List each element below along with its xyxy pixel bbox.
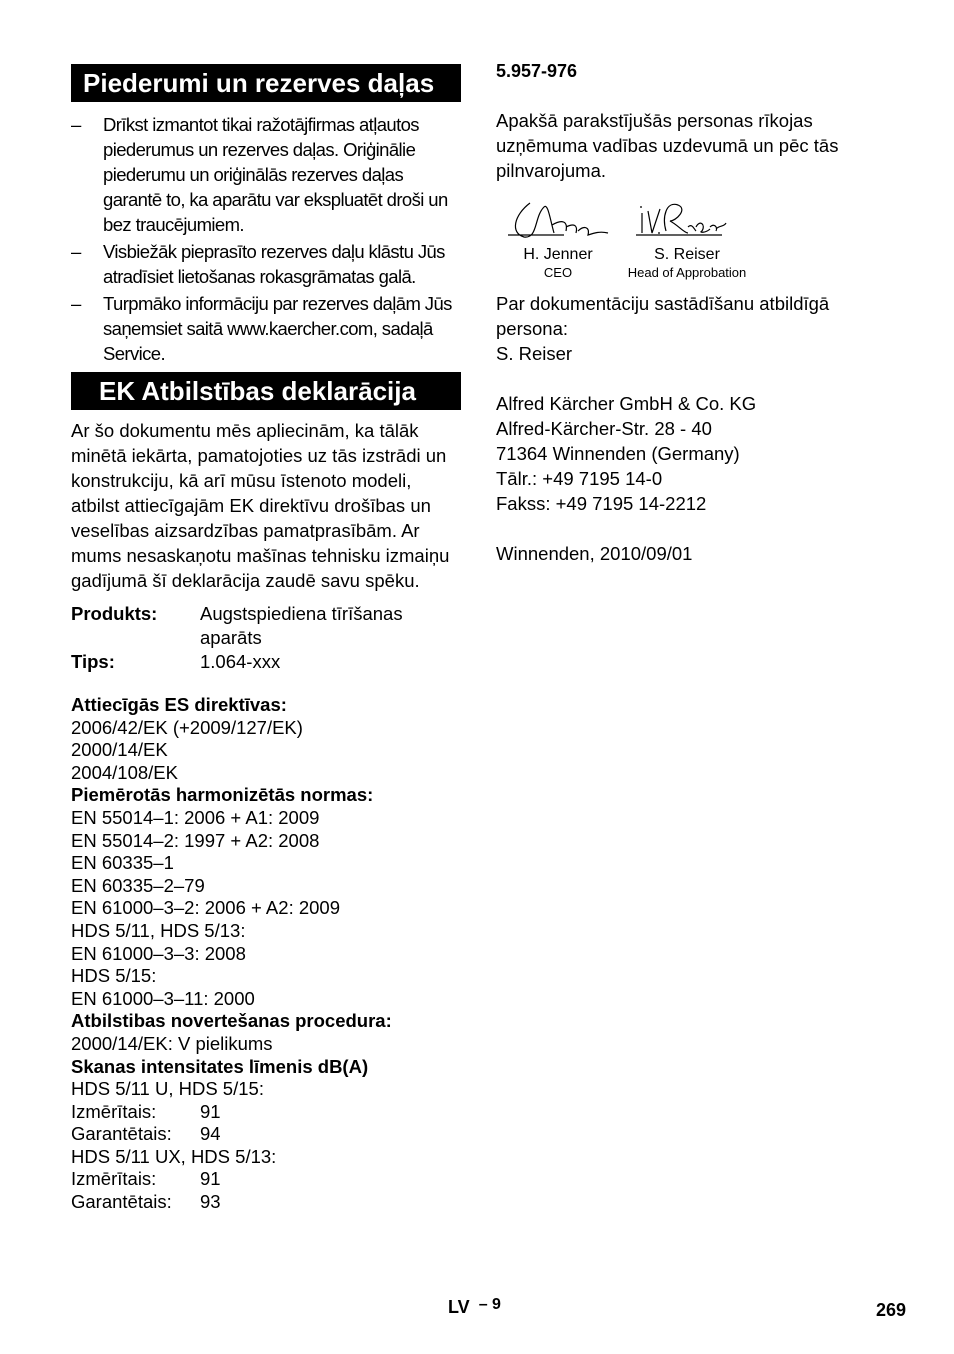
- right-column: [496, 60, 896, 566]
- procedure-value: 2000/14/EK: V pielikums: [71, 1032, 273, 1054]
- company-city: 71364 Winnenden (Germany): [496, 443, 740, 464]
- norm-item: HDS 5/11, HDS 5/13:: [71, 919, 246, 941]
- handwritten-signature-icon: [622, 197, 752, 241]
- signature-reiser: [622, 197, 752, 282]
- norm-item: EN 55014–1: 2006 + A1: 2009: [71, 806, 320, 828]
- measured-value: 91: [200, 1168, 221, 1190]
- dash-marker: –: [71, 114, 82, 135]
- company-name: Alfred Kärcher GmbH & Co. KG: [496, 393, 757, 414]
- type-value: 1.064-xxx: [200, 651, 281, 672]
- list-item: [71, 291, 461, 366]
- model-number: 5.957-976: [496, 61, 578, 81]
- signer-1-name: H. Jenner: [523, 246, 593, 263]
- measured-label: Izmērītais:: [71, 1168, 157, 1190]
- measured-value: 91: [200, 1100, 221, 1122]
- directives-label: Attiecīgās ES direktīvas:: [71, 694, 287, 715]
- measured-row: [71, 1101, 461, 1124]
- measured-label: Izmērītais:: [71, 1100, 157, 1122]
- company-street: Alfred-Kärcher-Str. 28 - 40: [496, 418, 712, 439]
- norm-item: HDS 5/15:: [71, 965, 157, 987]
- page-number: 269: [876, 1300, 907, 1320]
- directive-item: 2004/108/EK: [71, 761, 178, 783]
- declaration-intro: Ar šo dokumentu mēs apliecinām, ka tālāk minētā iekārta, pamatojoties uz tās izstrādi un konstrukciju, kā arī mūsu īstenoto modeli, atbilst attiecīgajām EK direktīvu drošības un veselības aizsardzības pamatprasībām. Ar mums nesaskaņotu mašīnas tehnisku izmaiņu gadījumā šī deklarācija zaudē savu spēku.: [71, 420, 450, 591]
- place-date: Winnenden, 2010/09/01: [496, 543, 693, 564]
- doc-responsible-name: S. Reiser: [496, 343, 573, 364]
- signatures: [496, 197, 896, 281]
- signer-1-role: CEO: [543, 265, 573, 280]
- list-item-text: Drīkst izmantot tikai ražotājfirmas atļautos piederumus un rezerves daļas. Oriģinālie piederumu un oriģinālās rezerves daļas garantē to, ka aparātu var ekspluatēt droši un bez traucējumiem.: [103, 114, 448, 235]
- product-label: Produkts:: [71, 603, 158, 624]
- signer-2-role: Head of Approbation: [627, 265, 747, 280]
- product-row: [71, 602, 461, 650]
- signature-jenner: [504, 197, 612, 282]
- dash-marker: –: [71, 293, 82, 314]
- doc-responsible-label: Par dokumentāciju sastādīšanu atbildīgā persona:: [496, 293, 830, 339]
- left-column: [71, 64, 461, 1214]
- noise-group-2: HDS 5/11 UX, HDS 5/13:: [71, 1145, 277, 1167]
- guaranteed-label: Garantētais:: [71, 1191, 172, 1213]
- dash-marker: –: [71, 241, 82, 262]
- norm-item: EN 61000–3–11: 2000: [71, 987, 255, 1009]
- authorization-text: Apakšā parakstījušās personas rīkojas uzņēmuma vadības uzdevumā un pēc tās pilnvarojuma.: [496, 110, 839, 181]
- guaranteed-value: 94: [200, 1123, 221, 1145]
- norm-item: EN 55014–2: 1997 + A2: 2008: [71, 829, 320, 851]
- standards-block: [71, 694, 461, 1214]
- list-item: [71, 239, 461, 289]
- type-label: Tips:: [71, 651, 115, 672]
- documentation-responsible: [496, 291, 896, 366]
- norm-item: EN 61000–3–2: 2006 + A2: 2009: [71, 897, 340, 919]
- guaranteed-value: 93: [200, 1191, 221, 1213]
- signer-2-name: S. Reiser: [654, 246, 720, 263]
- product-value: Augstspiediena tīrīšanas aparāts: [200, 603, 403, 648]
- guaranteed-row: [71, 1191, 461, 1214]
- handwritten-signature-icon: [504, 197, 612, 241]
- accessories-list: [71, 112, 461, 366]
- guaranteed-label: Garantētais:: [71, 1123, 172, 1145]
- norms-label: Piemērotās harmonizētās normas:: [71, 784, 374, 806]
- section-title-accessories: Piederumi un rezerves daļas: [71, 64, 461, 102]
- product-info: [71, 602, 461, 674]
- type-row: [71, 650, 461, 674]
- noise-label: Skanas intensitates līmenis dB(A): [71, 1055, 369, 1077]
- footer-language-page: [448, 1297, 501, 1318]
- guaranteed-row: [71, 1123, 461, 1146]
- company-fax: Fakss: +49 7195 14-2212: [496, 493, 707, 514]
- norm-item: EN 60335–2–79: [71, 874, 205, 896]
- norm-item: EN 60335–1: [71, 852, 174, 874]
- directive-item: 2006/42/EK (+2009/127/EK): [71, 716, 303, 738]
- noise-group-1: HDS 5/11 U, HDS 5/15:: [71, 1078, 264, 1100]
- list-item: [71, 112, 461, 237]
- footer-language: LV: [448, 1297, 470, 1317]
- company-phone: Tālr.: +49 7195 14-0: [496, 468, 663, 489]
- list-item-text: Visbiežāk pieprasīto rezerves daļu klāstu Jūs atradīsiet lietošanas rokasgrāmatas galā.: [103, 241, 445, 287]
- norm-item: EN 61000–3–3: 2008: [71, 942, 246, 964]
- measured-row: [71, 1168, 461, 1191]
- directive-item: 2000/14/EK: [71, 739, 168, 761]
- company-address: [496, 391, 896, 516]
- section-title-declaration: EK Atbilstības deklarācija: [71, 372, 461, 410]
- procedure-label: Atbilstibas novertešanas procedura:: [71, 1010, 392, 1032]
- list-item-text: Turpmāko informāciju par rezerves daļām Jūs saņemsiet saitā www.kaercher.com, sadaļā Service.: [103, 293, 452, 364]
- footer-section-page: – 9: [478, 1296, 501, 1313]
